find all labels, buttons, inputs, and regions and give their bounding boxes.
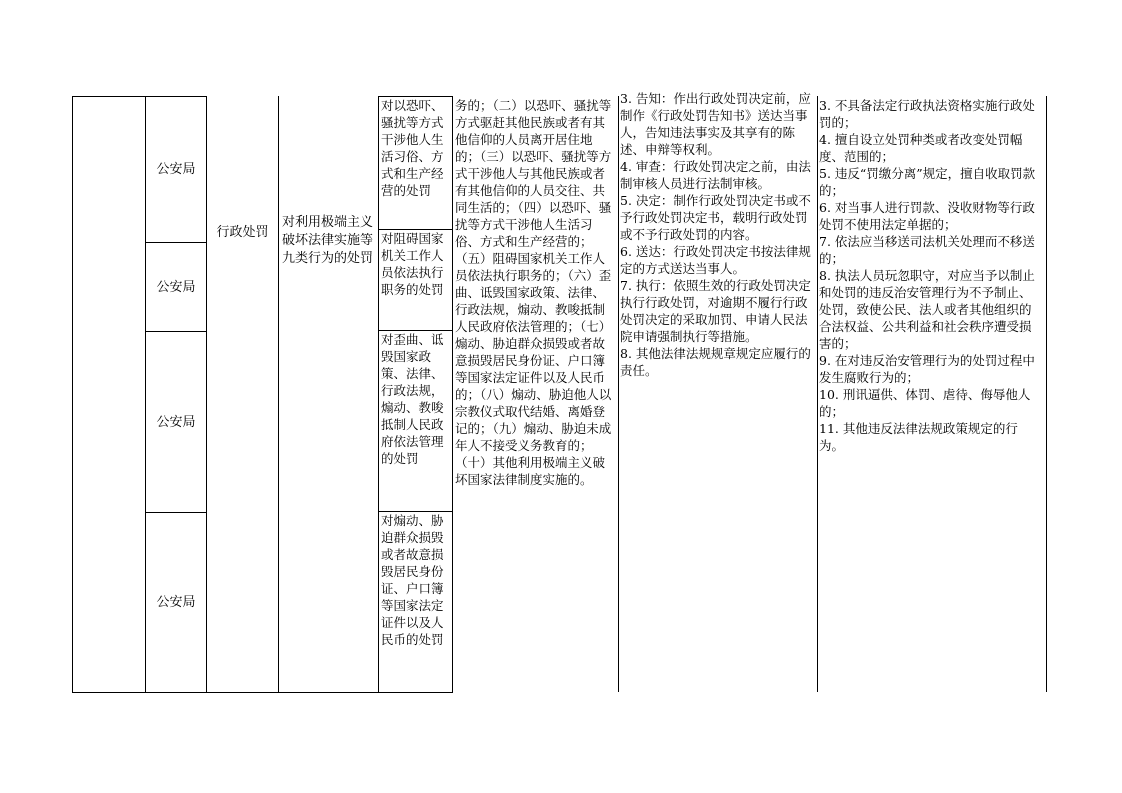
procedure-item: 8. 其他法律法规规章规定应履行的责任。 [620, 346, 811, 378]
table-border-right [1046, 96, 1047, 692]
procedure-item: 6. 送达：行政处罚决定书按法律规定的方式送达当事人。 [620, 244, 811, 276]
department-cell [146, 97, 206, 242]
department-label: 公安局 [156, 162, 196, 177]
procedure-item: 5. 决定：制作行政处罚决定书或不予行政处罚决定书，载明行政处罚或不予行政处罚的内容。 [620, 193, 811, 242]
sub-item-box [378, 96, 453, 230]
sub-item-box [378, 330, 453, 512]
accountability-item: 4. 擅自设立处罚种类或者改变处罚幅度、范围的； [819, 132, 1023, 164]
department-label: 公安局 [156, 595, 196, 610]
department-label: 公安局 [156, 414, 196, 430]
department-label: 公安局 [156, 279, 196, 295]
col-divider [278, 96, 279, 692]
sub-item-text: 对以恐吓、骚扰等方式干涉他人生活习俗、方式和生产经营的处罚 [381, 98, 444, 198]
procedure-item: 7. 执行：依照生效的行政处罚决定执行行政处罚，对逾期不履行行政处罚决定的采取加罚、申请人民法院申请强制执行等措施。 [620, 278, 811, 344]
legal-basis-text: 务的；（二）以恐吓、骚扰等方式驱赶其他民族或者有其他信仰的人员离开居住地的；（三）以恐吓、骚扰等方式干涉他人与其他民族或者有其他信仰的人员交往、共同生活的；（四）以恐吓、骚扰等方式干涉他人生活习俗、方式和生产经营的；（五）阻碍国家机关工作人员依法执行职务的；（六）歪曲、诋毁国家政策、法律、行政法规，煽动、教唆抵制人民政府依法管理的；（七）煽动、胁迫群众损毁或者故意损毁居民身份证、户口簿等国家法定证件以及人民币的；（八）煽动、胁迫他人以宗教仪式取代结婚、离婚登记的；（九）煽动、胁迫未成年人不接受义务教育的；（十）其他利用极端主义破坏国家法律制度实施的。 [455, 98, 612, 487]
sub-item-box [378, 229, 453, 331]
col-divider [618, 96, 619, 692]
procedure-column [620, 90, 816, 590]
sub-item-text: 对阻碍国家机关工作人员依法执行职务的处罚 [381, 231, 444, 297]
sub-item-text: 对煽动、胁迫群众损毁或者故意损毁居民身份证、户口簿等国家法定证件以及人民币的处罚 [381, 513, 444, 647]
accountability-item: 11. 其他违反法律法规政策规定的行为。 [819, 421, 1018, 453]
accountability-column [819, 97, 1045, 597]
sub-item-text: 对歪曲、诋毁国家政策、法律、行政法规，煽动、教唆抵制人民政府依法管理的处罚 [381, 332, 444, 466]
table-border-left [72, 96, 73, 692]
accountability-item: 8. 执法人员玩忽职守，对应当予以制止和处罚的违反治安管理行为不予制止、处罚，致使公民、法人或者其他组织的合法权益、公共利益和社会秩序遭受损害的； [819, 268, 1035, 351]
accountability-item: 10. 刑讯逼供、体罚、虐待、侮辱他人的； [819, 387, 1031, 419]
sub-item-box [378, 511, 453, 693]
power-name-text: 对利用极端主义破坏法律实施等九类行为的处罚 [282, 215, 374, 266]
department-cell [146, 332, 206, 512]
accountability-item: 7. 依法应当移送司法机关处理而不移送的； [819, 234, 1035, 266]
department-cell [146, 243, 206, 331]
power-type-label: 行政处罚 [216, 224, 269, 240]
accountability-item: 3. 不具备法定行政执法资格实施行政处罚的； [819, 98, 1035, 130]
accountability-item: 6. 对当事人进行罚款、没收财物等行政处罚不使用法定单据的； [819, 200, 1035, 232]
accountability-item: 5. 违反“罚缴分离”规定，擅自收取罚款的； [819, 166, 1036, 198]
department-cell [146, 513, 206, 692]
accountability-item: 9. 在对违反治安管理行为的处罚过程中发生腐败行为的； [819, 353, 1035, 385]
procedure-item: 3. 告知：作出行政处罚决定前，应制作《行政处罚告知书》送达当事人，告知违法事实及其享有的陈述、申辩等权利。 [620, 91, 811, 157]
col-divider [817, 96, 818, 692]
procedure-item: 4. 审查：行政处罚决定之前，由法制审核人员进行法制审核。 [620, 159, 811, 191]
power-type-cell [207, 97, 278, 367]
